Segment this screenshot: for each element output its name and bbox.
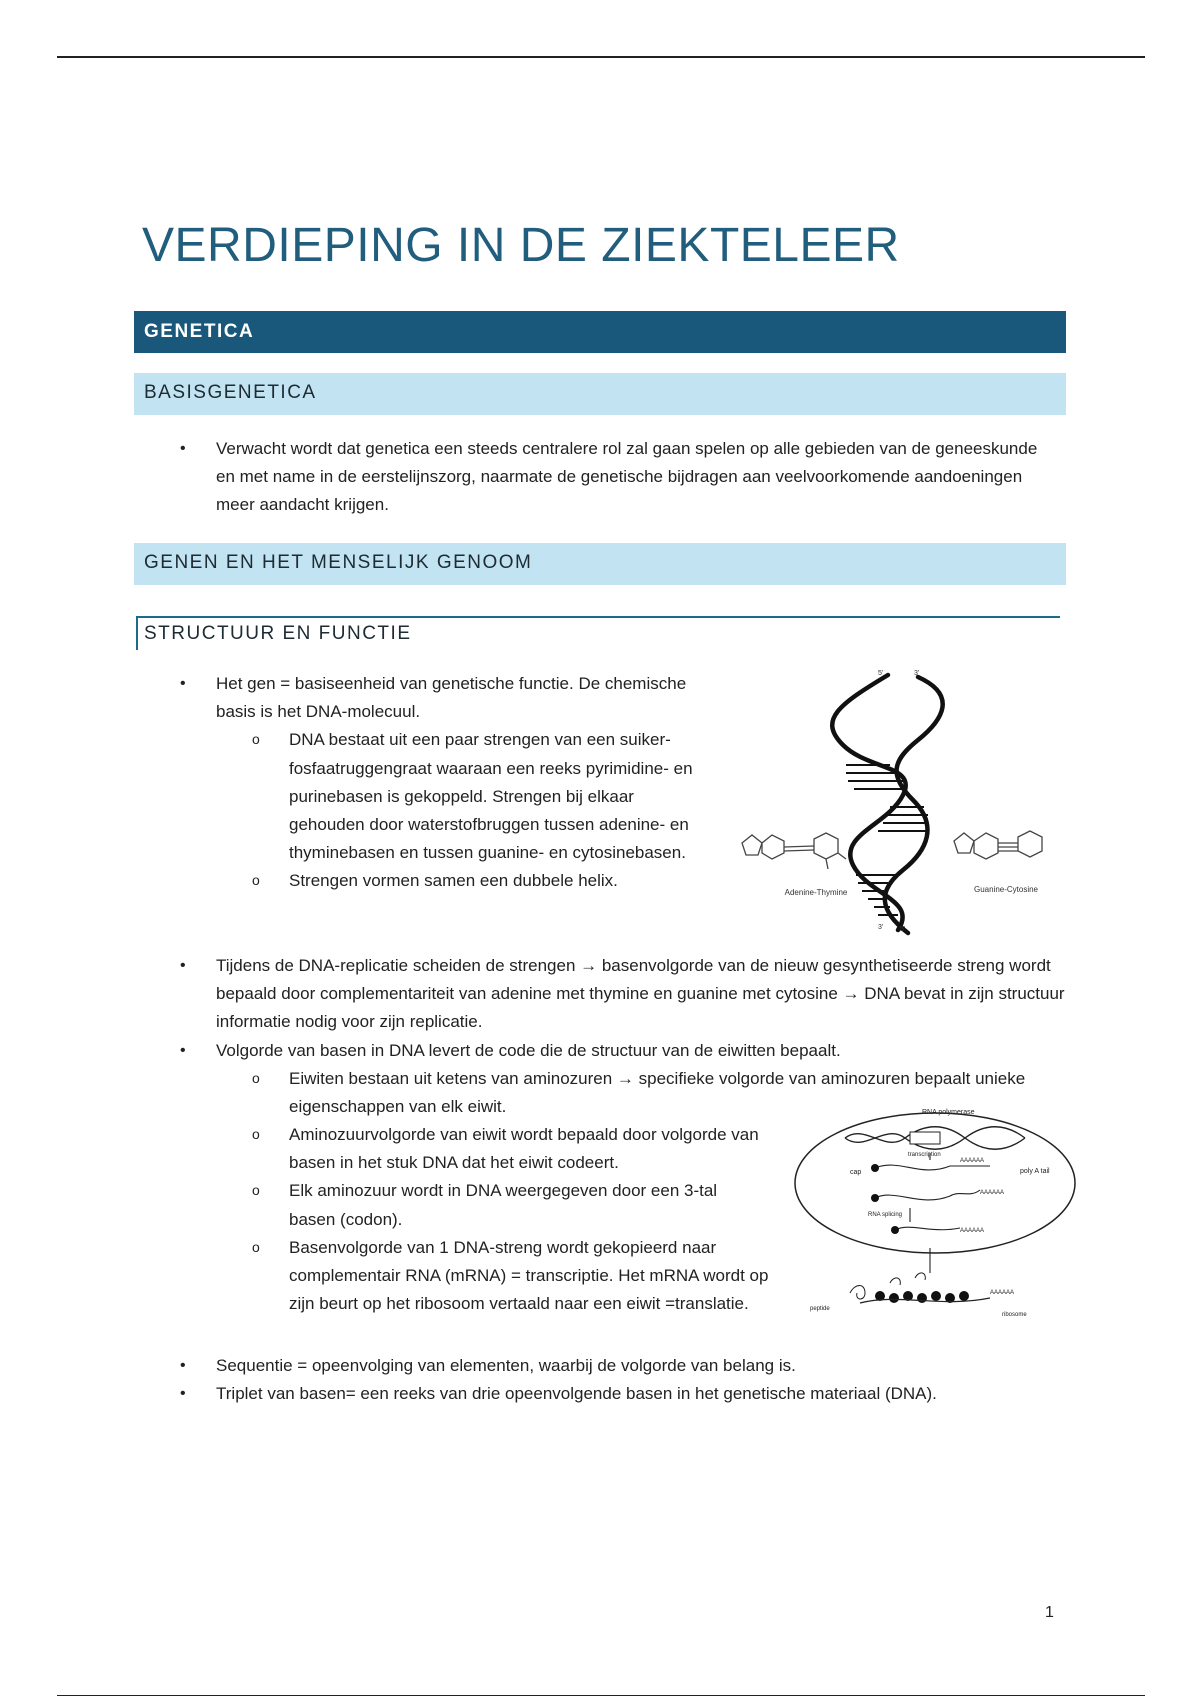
structuur-text-block-2 [216,952,1076,1121]
structuur-text-block-1 [216,670,696,896]
strand-end-label: 5' [878,670,884,677]
peptide-label: peptide [810,1306,830,1312]
strand-end-label: 3' [914,670,920,677]
cap-markers [871,1164,899,1234]
poly-a-label: AAAAAA [960,1158,985,1164]
sub-list-item: o Basenvolgorde van 1 DNA-streng wordt gekopieerd naar complementair RNA (mRNA) = transcriptie. Het mRNA wordt op zijn beurt op het ribosoom vertaald naar een eiwit =translatie. [216,1234,796,1319]
page-number: 1 [1045,1604,1054,1621]
dna-strands [832,675,942,933]
structuur-text-block-4 [216,1352,1076,1408]
list-item: • Het gen = basiseenheid van genetische functie. De chemische basis is het DNA-molecuul. [216,670,696,726]
strand-end-label: 5' [900,926,906,933]
guanine-cytosine-structure [954,831,1042,859]
poly-a-tail-label: poly A tail [1020,1168,1050,1175]
heading-structuur-functie: STRUCTUUR EN FUNCTIE [136,616,1060,650]
dna-helix-figure [728,665,1064,940]
heading-genetica: GENETICA [134,311,1066,353]
list-item: • Sequentie = opeenvolging van elementen, waarbij de volgorde van belang is. [216,1352,1076,1380]
poly-a-label: AAAAAA [980,1190,1005,1196]
list-item: • Tijdens de DNA-replicatie scheiden de strengen → basenvolgorde van de nieuw gesynthetiseerde streng wordt bepaald door complementariteit van adenine met thymine en guanine met cytosine → DNA bevat in zijn structuur informatie nodig voor zijn replicatie. [216,952,1076,1037]
sub-list-item: o Strengen vormen samen een dubbele helix. [216,867,696,895]
sub-list-item: o Eiwiten bestaan uit ketens van aminozuren → specifieke volgorde van aminozuren bepaalt unieke eigenschappen van elk eiwit. [216,1065,1076,1121]
rna-splicing-label: RNA splicing [868,1212,903,1218]
list-item: • Verwacht wordt dat genetica een steeds centralere rol zal gaan spelen op alle gebieden van de geneeskunde en met name in de eerstelijnszorg, naarmate de genetische bijdragen aan veelvoorkomende aandoeningen meer aandacht krijgen. [216,435,1046,520]
basis-text-block [216,435,1046,520]
sub-list-item: o Elk aminozuur wordt in DNA weergegeven door een 3-tal basen (codon). [216,1177,796,1233]
poly-a-label: AAAAAA [990,1290,1015,1296]
rna-polymerase-label: RNA polymerase [922,1109,975,1116]
adenine-thymine-label: Adenine-Thymine [784,888,848,897]
poly-a-label: AAAAAA [960,1228,985,1234]
transcription-label: transcription [908,1152,941,1158]
guanine-cytosine-label: Guanine-Cytosine [973,885,1039,894]
strand-end-label: 3' [878,924,884,931]
sub-list-item: o DNA bestaat uit een paar strengen van een suiker-fosfaatruggengraat waaraan een reeks pyrimidine- en purinebasen is gekoppeld. Strengen bij elkaar gehouden door waterstofbruggen tussen adenine- en thyminebasen en tussen guanine- en cytosinebasen. [216,726,696,867]
adenine-thymine-structure [742,833,846,869]
heading-basisgenetica: BASISGENETICA [134,373,1066,415]
structuur-text-block-3 [216,1121,796,1318]
document-title: VERDIEPING IN DE ZIEKTELEER [142,219,900,272]
transcription-translation-figure [790,1098,1080,1328]
peptide-chains [850,1273,925,1299]
header-rule [57,56,1145,58]
list-item: • Triplet van basen= een reeks van drie opeenvolgende basen in het genetische materiaal (DNA). [216,1380,1076,1408]
footer-rule [57,1695,1145,1696]
sub-list-item: o Aminozuurvolgorde van eiwit wordt bepaald door volgorde van basen in het stuk DNA dat het eiwit codeert. [216,1121,796,1177]
list-item: • Volgorde van basen in DNA levert de code die de structuur van de eiwitten bepaalt. [216,1037,1076,1065]
rna-polymerase-icon [910,1132,940,1144]
ribosome-label: ribosome [1002,1312,1027,1318]
heading-genen-genoom: GENEN EN HET MENSELIJK GENOOM [134,543,1066,585]
cap-label: cap [850,1169,862,1176]
